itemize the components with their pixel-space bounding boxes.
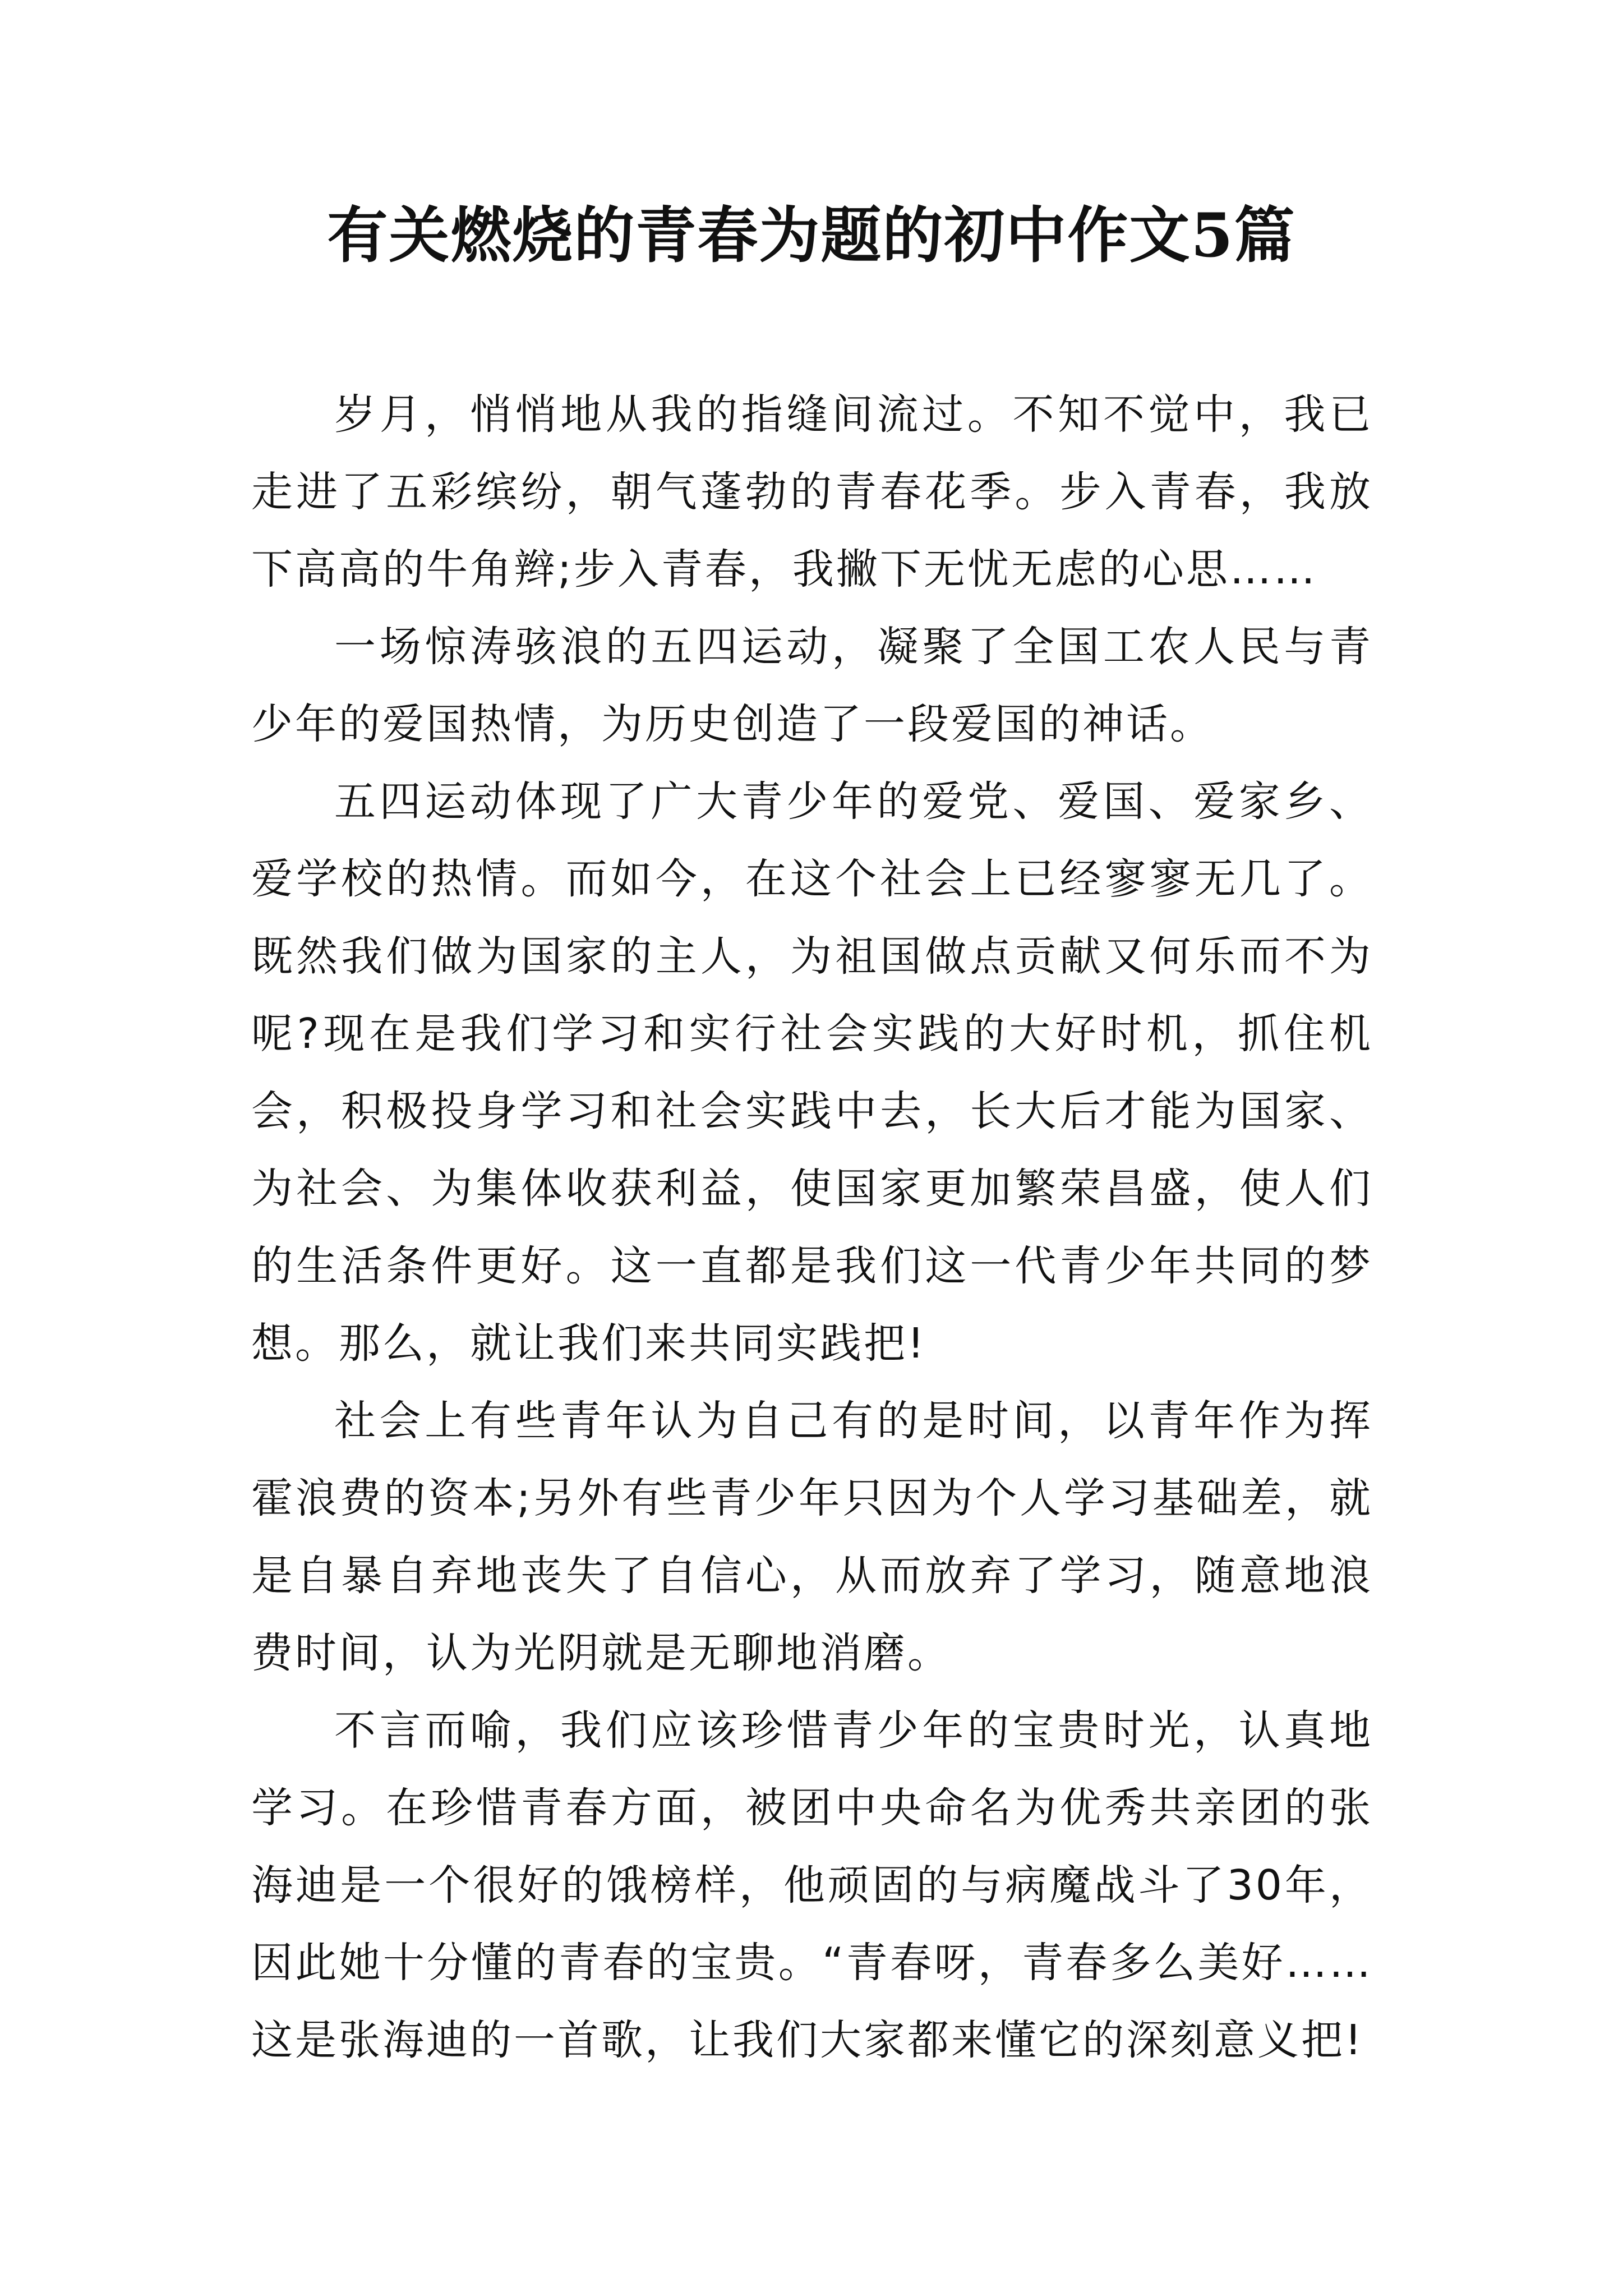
paragraph-2: 一场惊涛骇浪的五四运动，凝聚了全国工农人民与青少年的爱国热情，为历史创造了一段爱国的神话。 xyxy=(251,623,1373,748)
paragraph-3: 五四运动体现了广大青少年的爱党、爱国、爱家乡、爱学校的热情。而如今，在这个社会上已经寥寥无几了。既然我们做为国家的主人，为祖国做点贡献又何乐而不为呢?现在是我们学习和实行社会实践的大好时机，抓住机会，积极投身学习和社会实践中去，长大后才能为国家、为社会、为集体收获利益，使国家更加繁荣昌盛，使人们的生活条件更好。这一直都是我们这一代青少年共同的梦想。那么，就让我们来共同实践把! xyxy=(251,777,1373,1368)
paragraph-1: 岁月，悄悄地从我的指缝间流过。不知不觉中，我已走进了五彩缤纷，朝气蓬勃的青春花季。步入青春，我放下高高的牛角辫;步入青春，我撇下无忧无虑的心思…… xyxy=(251,390,1373,593)
paragraph-4: 社会上有些青年认为自己有的是时间，以青年作为挥霍浪费的资本;另外有些青少年只因为个人学习基础差，就是自暴自弃地丧失了自信心，从而放弃了学习，随意地浪费时间，认为光阴就是无聊地消磨。 xyxy=(251,1397,1373,1677)
document-title: 有关燃烧的青春为题的初中作文5篇 xyxy=(327,200,1296,271)
paragraph-5: 不言而喻，我们应该珍惜青少年的宝贵时光，认真地学习。在珍惜青春方面，被团中央命名为优秀共亲团的张海迪是一个很好的饿榜样，他顽固的与病魔战斗了30年，因此她十分懂的青春的宝贵。“青春呀，青春多么美好……这是张海迪的一首歌，让我们大家都来懂它的深刻意义把! xyxy=(251,1706,1373,2064)
document-body xyxy=(251,376,1373,2079)
